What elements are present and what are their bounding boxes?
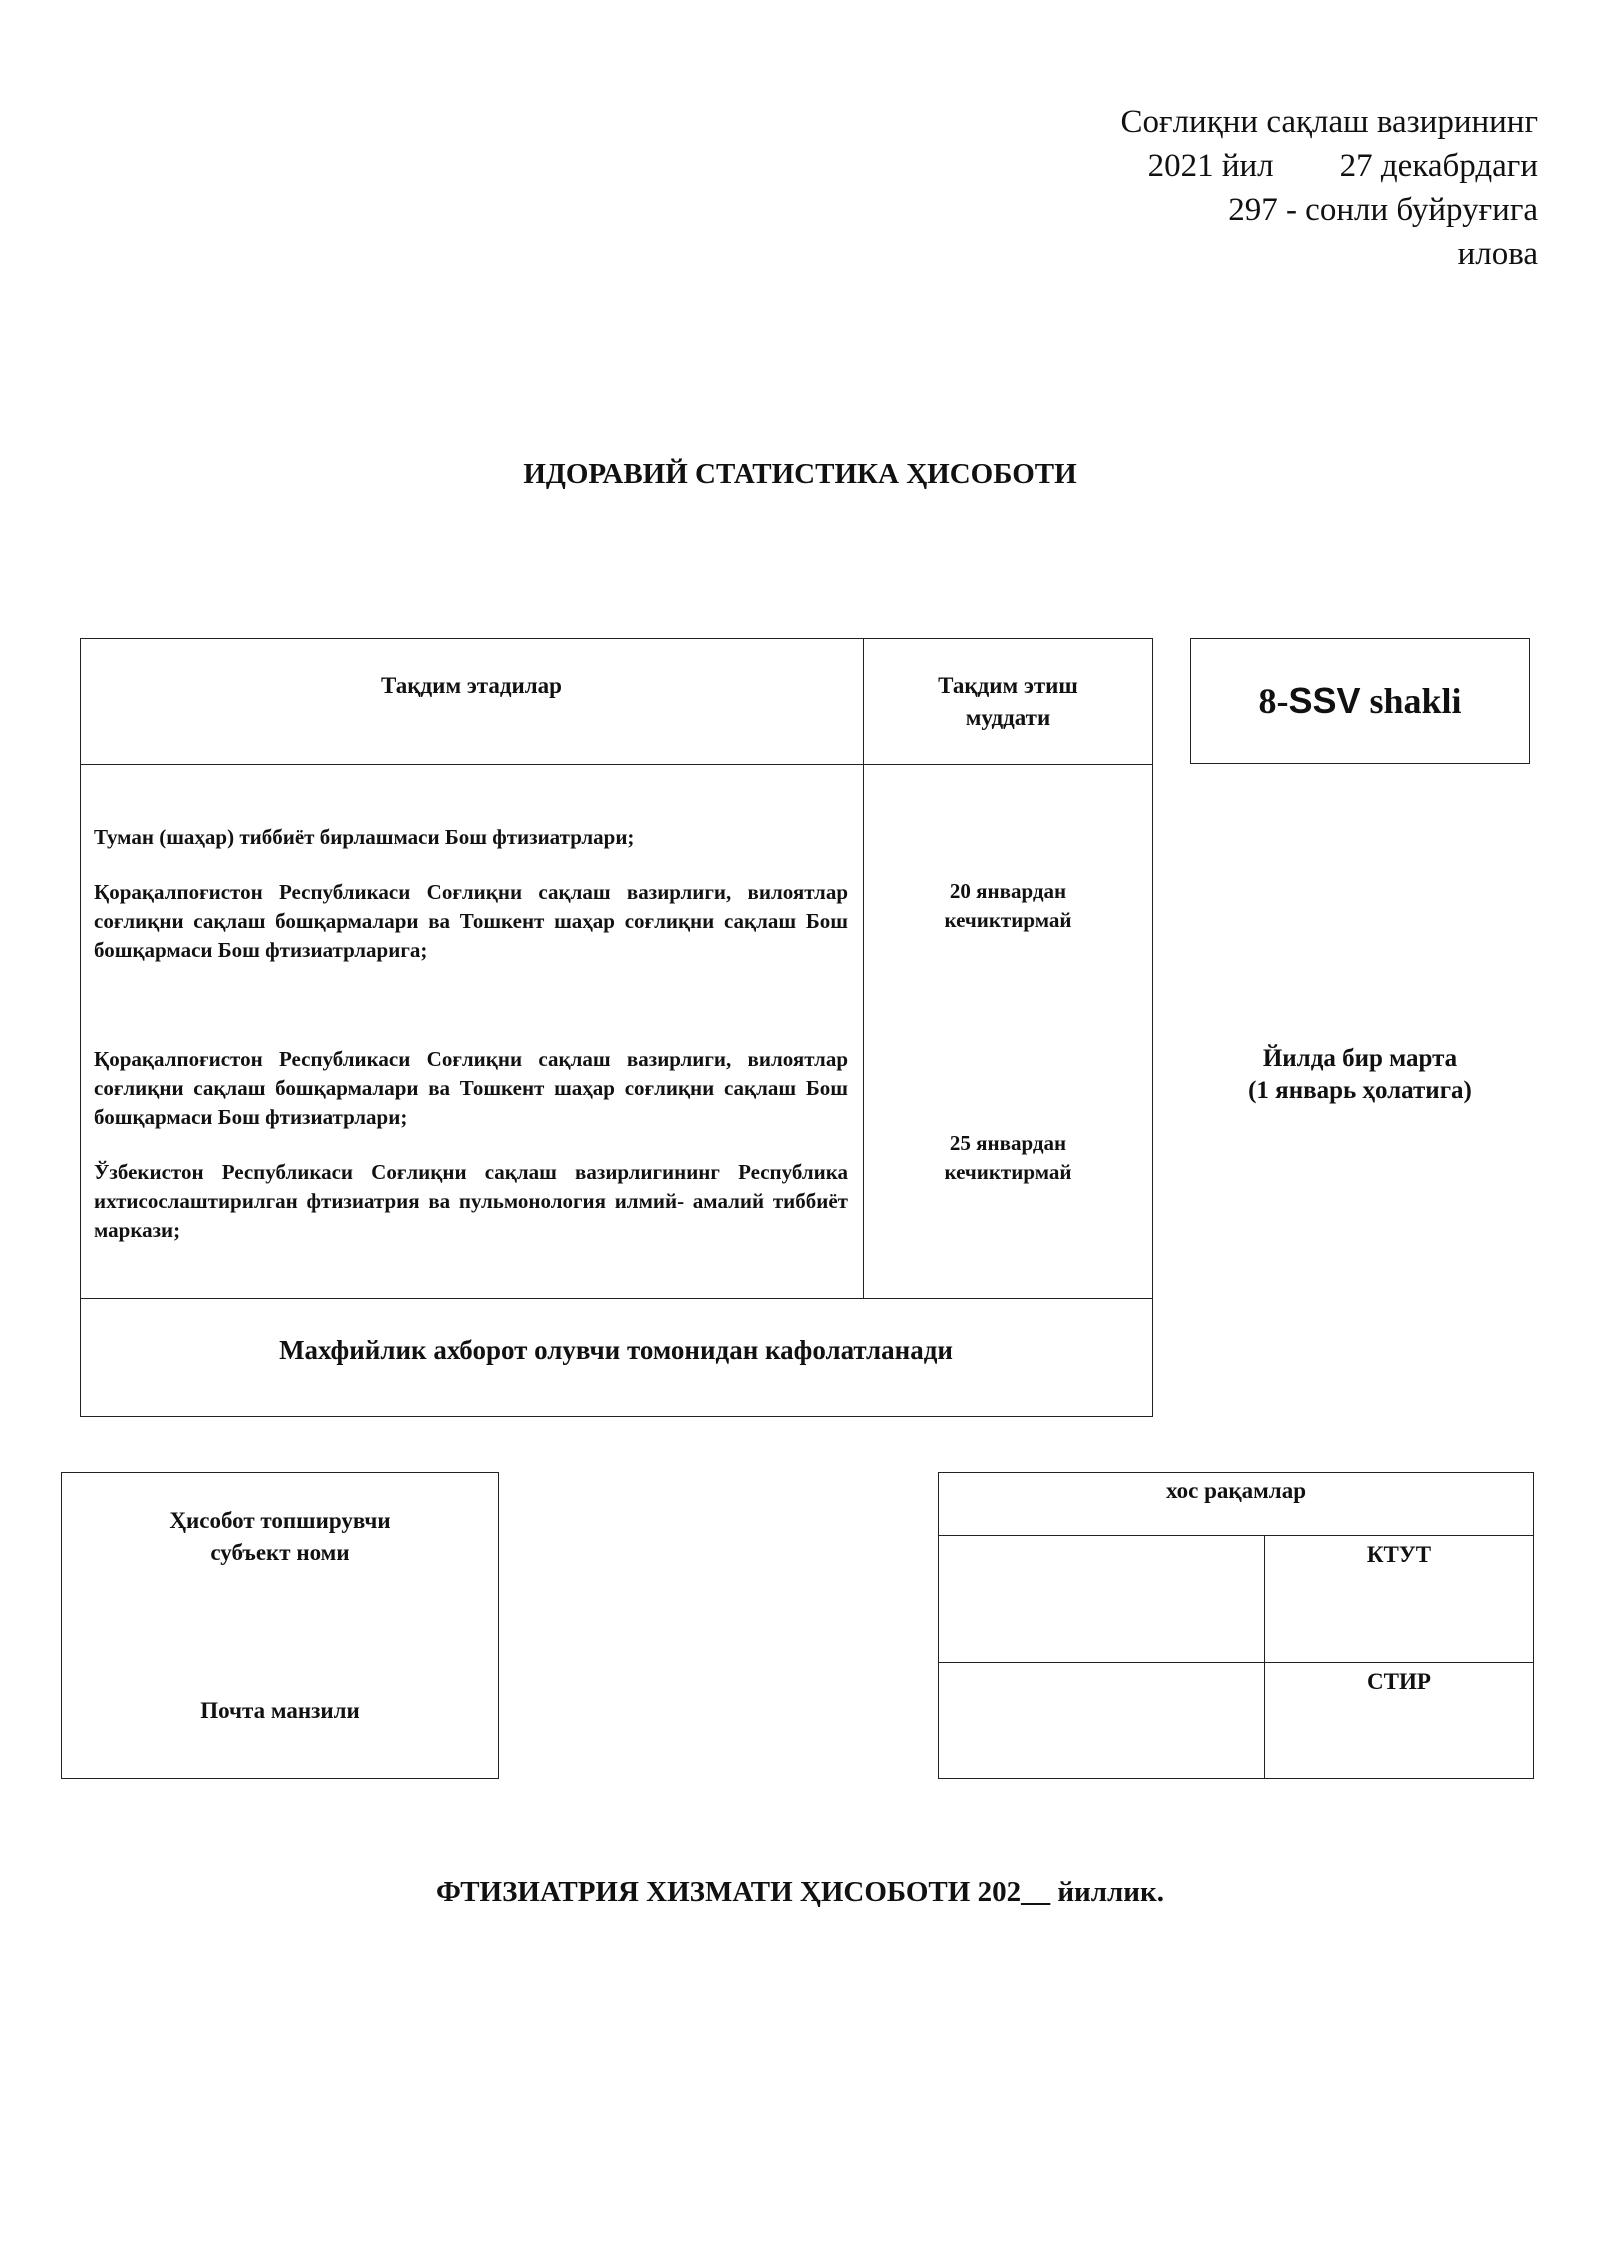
submitters-group-2 xyxy=(94,1045,848,1245)
frequency-line-1: Йилда бир марта xyxy=(1262,1045,1458,1072)
deadline-group-1 xyxy=(863,877,1153,935)
submitters-group-1 xyxy=(94,823,848,965)
ktut-label: КТУТ xyxy=(1366,1542,1432,1567)
table-divider xyxy=(1264,1535,1265,1779)
header-deadline-line-1: Тақдим этиш xyxy=(938,673,1078,698)
table-divider xyxy=(80,1298,1153,1299)
deadline-line-1: 25 январдан xyxy=(949,1131,1067,1155)
submitter-item: Ўзбекистон Республикаси Соғлиқни сақлаш вазирлигининг Республика ихтисослаштирилган фтизиатрия ва пульмонология илмий- амалий тиббиёт маркази; xyxy=(94,1160,848,1242)
table-divider xyxy=(938,1662,1534,1663)
header-deadline xyxy=(863,670,1153,734)
confidentiality-note: Махфийлик ахборот олувчи томонидан кафолатланади xyxy=(279,1335,953,1365)
form-code-box xyxy=(1190,638,1530,764)
approval-line-3: 297 - сонли буйруғига xyxy=(1228,192,1538,228)
deadline-line-1: 20 январдан xyxy=(949,879,1067,903)
entity-name-line-1: Ҳисобот топширувчи xyxy=(169,1508,391,1533)
document-title: ИДОРАВИЙ СТАТИСТИКА ҲИСОБОТИ xyxy=(523,458,1077,490)
approval-line-1: Соғлиқни сақлаш вазирининг xyxy=(1120,104,1538,140)
submission-table xyxy=(80,638,1153,1417)
frequency-line-2: (1 январь ҳолатига) xyxy=(1248,1077,1472,1104)
table-divider xyxy=(80,764,1153,765)
table-divider xyxy=(863,638,864,1299)
codes-table-header: хос рақамлар xyxy=(1166,1478,1306,1503)
entity-name-label xyxy=(61,1505,499,1569)
header-deadline-line-2: муддати xyxy=(965,705,1051,730)
submitter-item: Қорақалпоғистон Республикаси Соғлиқни сақлаш вазирлиги, вилоятлар соғлиқни сақлаш бошқармалари ва Тошкент шаҳар соғлиқни сақлаш Бош бошқармаси Бош фтизиатрларига; xyxy=(94,880,848,962)
entity-name-line-2: субъект номи xyxy=(210,1540,350,1565)
form-code-prefix: 8- xyxy=(1258,681,1289,721)
deadline-group-2 xyxy=(863,1129,1153,1187)
table-divider xyxy=(938,1535,1534,1536)
approval-line-2: 2021 йил 27 декабрдаги xyxy=(1147,148,1538,184)
form-code-suffix: shakli xyxy=(1360,681,1462,721)
submitter-item: Қорақалпоғистон Республикаси Соғлиқни сақлаш вазирлиги, вилоятлар соғлиқни сақлаш бошқармалари ва Тошкент шаҳар соғлиқни сақлаш Бош бошқармаси Бош фтизиатрлари; xyxy=(94,1047,848,1129)
form-code-code: SSV xyxy=(1288,680,1361,721)
postal-address-label: Почта манзили xyxy=(200,1698,360,1723)
approval-line-4: илова xyxy=(1457,236,1538,272)
stir-label: СТИР xyxy=(1367,1669,1431,1694)
header-submitters: Тақдим этадилар xyxy=(381,673,562,698)
codes-table xyxy=(938,1472,1534,1779)
submitter-item: Туман (шаҳар) тиббиёт бирлашмаси Бош фтизиатрлари; xyxy=(94,825,635,849)
report-frequency xyxy=(1190,1043,1530,1107)
report-title: ФТИЗИАТРИЯ ХИЗМАТИ ҲИСОБОТИ 202__ йиллик. xyxy=(436,1876,1164,1908)
deadline-line-2: кечиктирмай xyxy=(944,908,1072,932)
deadline-line-2: кечиктирмай xyxy=(944,1160,1072,1184)
approval-stamp xyxy=(1121,100,1538,276)
